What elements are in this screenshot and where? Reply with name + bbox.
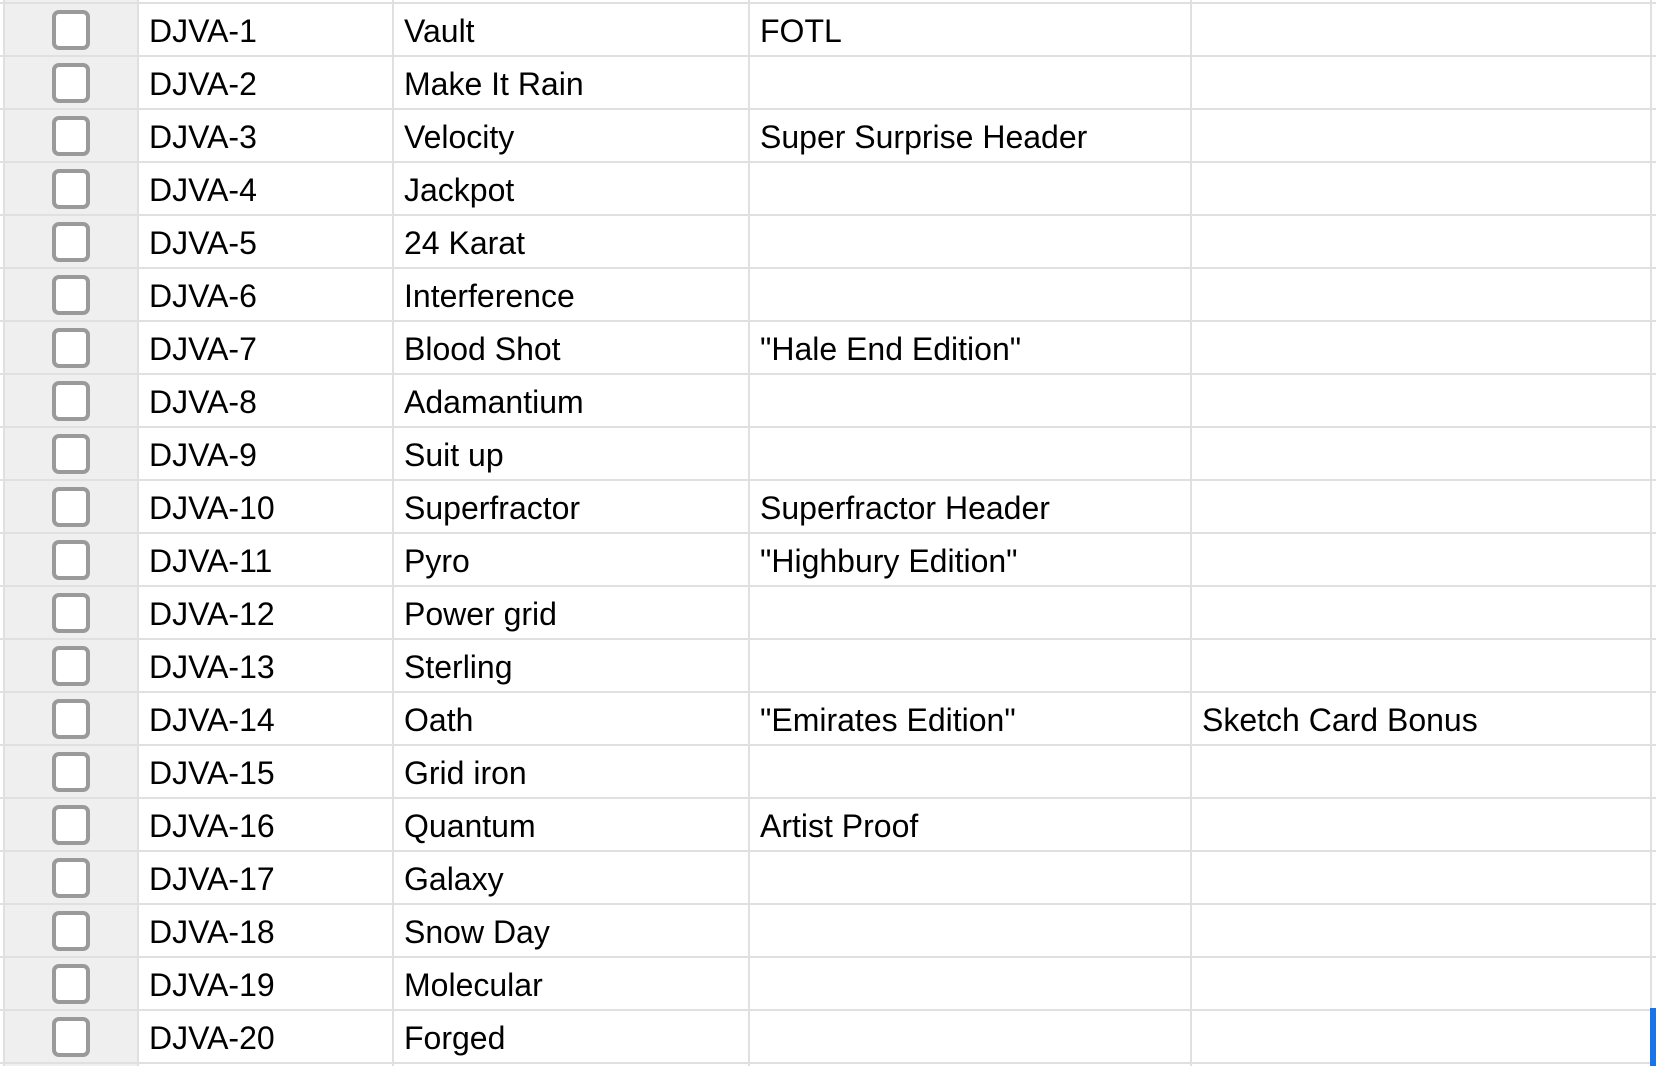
card-name-cell[interactable]: Forged: [394, 1011, 750, 1064]
card-name-cell[interactable]: Snow Day: [394, 905, 750, 958]
checkbox[interactable]: [52, 10, 90, 50]
table-row: [0, 375, 1656, 428]
card-name-cell[interactable]: Sterling: [394, 640, 750, 693]
card-id-cell[interactable]: DJVA-15: [139, 746, 394, 799]
header-note-cell[interactable]: [750, 216, 1192, 269]
right-edge-sliver: [1652, 693, 1656, 746]
bonus-note-cell[interactable]: [1192, 905, 1652, 958]
checkbox[interactable]: [52, 328, 90, 368]
card-name-cell[interactable]: 24 Karat: [394, 216, 750, 269]
checkbox-cell[interactable]: [5, 4, 139, 57]
right-edge-sliver: [1652, 640, 1656, 693]
header-note-cell[interactable]: [750, 958, 1192, 1011]
card-id-cell[interactable]: DJVA-6: [139, 269, 394, 322]
table-row: [0, 4, 1656, 57]
bonus-note-cell[interactable]: [1192, 746, 1652, 799]
card-id-cell[interactable]: DJVA-3: [139, 110, 394, 163]
right-edge-sliver: [1652, 905, 1656, 958]
card-id-cell[interactable]: DJVA-10: [139, 481, 394, 534]
header-note-cell[interactable]: Superfractor Header: [750, 481, 1192, 534]
bonus-note-cell[interactable]: [1192, 587, 1652, 640]
bonus-note-cell[interactable]: Sketch Card Bonus: [1192, 693, 1652, 746]
right-edge-sliver: [1652, 110, 1656, 163]
card-id-cell[interactable]: DJVA-8: [139, 375, 394, 428]
checkbox-cell[interactable]: [5, 905, 139, 958]
bonus-note-cell[interactable]: [1192, 216, 1652, 269]
right-edge-sliver: [1652, 216, 1656, 269]
checkbox[interactable]: [52, 911, 90, 951]
card-id-cell[interactable]: DJVA-1: [139, 4, 394, 57]
checkbox[interactable]: [52, 646, 90, 686]
header-note-cell[interactable]: "Emirates Edition": [750, 693, 1192, 746]
card-id-cell[interactable]: DJVA-16: [139, 799, 394, 852]
header-note-cell[interactable]: Artist Proof: [750, 799, 1192, 852]
right-edge-sliver: [1652, 587, 1656, 640]
table-row: [0, 163, 1656, 216]
bonus-note-cell[interactable]: [1192, 110, 1652, 163]
header-note-cell[interactable]: [750, 57, 1192, 110]
card-id-cell[interactable]: DJVA-18: [139, 905, 394, 958]
card-name-cell[interactable]: Grid iron: [394, 746, 750, 799]
checkbox-cell[interactable]: [5, 1011, 139, 1064]
bonus-note-cell[interactable]: [1192, 57, 1652, 110]
checkbox[interactable]: [52, 275, 90, 315]
card-name-cell[interactable]: Blood Shot: [394, 322, 750, 375]
table-row: [0, 269, 1656, 322]
card-id-cell[interactable]: DJVA-14: [139, 693, 394, 746]
checkbox[interactable]: [52, 487, 90, 527]
header-note-cell[interactable]: [750, 269, 1192, 322]
right-edge-sliver: [1652, 57, 1656, 110]
card-id-cell[interactable]: DJVA-12: [139, 587, 394, 640]
header-note-cell[interactable]: "Highbury Edition": [750, 534, 1192, 587]
card-name-cell[interactable]: Quantum: [394, 799, 750, 852]
card-id-cell[interactable]: DJVA-13: [139, 640, 394, 693]
table-row: [0, 693, 1656, 746]
table-row: [0, 322, 1656, 375]
checkbox-cell[interactable]: [5, 481, 139, 534]
header-note-cell[interactable]: [750, 640, 1192, 693]
right-edge-sliver: [1652, 534, 1656, 587]
table-row: [0, 216, 1656, 269]
checkbox[interactable]: [52, 1017, 90, 1057]
table-row: [0, 640, 1656, 693]
bonus-note-cell[interactable]: [1192, 534, 1652, 587]
checkbox[interactable]: [52, 169, 90, 209]
checkbox[interactable]: [52, 540, 90, 580]
card-name-cell[interactable]: Adamantium: [394, 375, 750, 428]
checkbox-cell[interactable]: [5, 587, 139, 640]
table-row: [0, 587, 1656, 640]
checkbox[interactable]: [52, 434, 90, 474]
bonus-note-cell[interactable]: [1192, 428, 1652, 481]
table-row: [0, 481, 1656, 534]
checkbox[interactable]: [52, 593, 90, 633]
card-name-cell[interactable]: Oath: [394, 693, 750, 746]
table-row: [0, 852, 1656, 905]
table-row: [0, 428, 1656, 481]
checkbox-cell[interactable]: [5, 57, 139, 110]
bonus-note-cell[interactable]: [1192, 163, 1652, 216]
checkbox-cell[interactable]: [5, 216, 139, 269]
checkbox[interactable]: [52, 116, 90, 156]
card-name-cell[interactable]: Power grid: [394, 587, 750, 640]
card-name-cell[interactable]: Molecular: [394, 958, 750, 1011]
checkbox-cell[interactable]: [5, 852, 139, 905]
bonus-note-cell[interactable]: [1192, 375, 1652, 428]
card-id-cell[interactable]: DJVA-7: [139, 322, 394, 375]
checkbox-cell[interactable]: [5, 322, 139, 375]
checkbox-cell[interactable]: [5, 375, 139, 428]
checkbox-cell[interactable]: [5, 640, 139, 693]
right-edge-sliver: [1652, 4, 1656, 57]
checkbox-cell[interactable]: [5, 110, 139, 163]
card-name-cell[interactable]: Vault: [394, 4, 750, 57]
right-edge-sliver: [1652, 322, 1656, 375]
table-row: [0, 799, 1656, 852]
right-edge-sliver: [1652, 428, 1656, 481]
right-edge-sliver: [1652, 481, 1656, 534]
bonus-note-cell[interactable]: [1192, 322, 1652, 375]
header-note-cell[interactable]: [750, 163, 1192, 216]
checkbox[interactable]: [52, 699, 90, 739]
checkbox-cell[interactable]: [5, 428, 139, 481]
checkbox[interactable]: [52, 858, 90, 898]
table-row: [0, 57, 1656, 110]
right-edge-sliver: [1652, 958, 1656, 1011]
row-container: [0, 4, 1656, 1064]
checkbox-cell[interactable]: [5, 958, 139, 1011]
header-note-cell[interactable]: [750, 746, 1192, 799]
checkbox[interactable]: [52, 381, 90, 421]
selection-cell-edge: [1650, 1008, 1656, 1066]
table-row: [0, 1011, 1656, 1064]
card-id-cell[interactable]: DJVA-11: [139, 534, 394, 587]
table-row: [0, 110, 1656, 163]
bonus-note-cell[interactable]: [1192, 4, 1652, 57]
header-note-cell[interactable]: [750, 852, 1192, 905]
header-note-cell[interactable]: Super Surprise Header: [750, 110, 1192, 163]
checkbox-cell[interactable]: [5, 799, 139, 852]
right-edge-sliver: [1652, 269, 1656, 322]
header-note-cell[interactable]: [750, 587, 1192, 640]
bonus-note-cell[interactable]: [1192, 799, 1652, 852]
checkbox-cell[interactable]: [5, 163, 139, 216]
checkbox[interactable]: [52, 805, 90, 845]
table-row: [0, 905, 1656, 958]
table-row: [0, 534, 1656, 587]
card-id-cell[interactable]: DJVA-9: [139, 428, 394, 481]
card-name-cell[interactable]: Superfractor: [394, 481, 750, 534]
right-edge-sliver: [1652, 852, 1656, 905]
checkbox[interactable]: [52, 752, 90, 792]
header-note-cell[interactable]: [750, 905, 1192, 958]
bonus-note-cell[interactable]: [1192, 1011, 1652, 1064]
checkbox-cell[interactable]: [5, 534, 139, 587]
table-row: [0, 746, 1656, 799]
header-note-cell[interactable]: [750, 1011, 1192, 1064]
right-edge-sliver: [1652, 375, 1656, 428]
checkbox[interactable]: [52, 63, 90, 103]
card-name-cell[interactable]: Suit up: [394, 428, 750, 481]
header-note-cell[interactable]: [750, 428, 1192, 481]
bonus-note-cell[interactable]: [1192, 269, 1652, 322]
header-note-cell[interactable]: [750, 375, 1192, 428]
bonus-note-cell[interactable]: [1192, 958, 1652, 1011]
card-id-cell[interactable]: DJVA-17: [139, 852, 394, 905]
card-name-cell[interactable]: Pyro: [394, 534, 750, 587]
right-edge-sliver: [1652, 799, 1656, 852]
bonus-note-cell[interactable]: [1192, 481, 1652, 534]
card-name-cell[interactable]: Make It Rain: [394, 57, 750, 110]
checkbox[interactable]: [52, 964, 90, 1004]
header-note-cell[interactable]: FOTL: [750, 4, 1192, 57]
card-name-cell[interactable]: Galaxy: [394, 852, 750, 905]
card-id-cell[interactable]: DJVA-5: [139, 216, 394, 269]
card-id-cell[interactable]: DJVA-4: [139, 163, 394, 216]
bonus-note-cell[interactable]: [1192, 640, 1652, 693]
card-name-cell[interactable]: Velocity: [394, 110, 750, 163]
right-edge-sliver: [1652, 746, 1656, 799]
checkbox-cell[interactable]: [5, 693, 139, 746]
bonus-note-cell[interactable]: [1192, 852, 1652, 905]
card-name-cell[interactable]: Interference: [394, 269, 750, 322]
checkbox[interactable]: [52, 222, 90, 262]
card-id-cell[interactable]: DJVA-2: [139, 57, 394, 110]
card-id-cell[interactable]: DJVA-20: [139, 1011, 394, 1064]
checkbox-cell[interactable]: [5, 269, 139, 322]
header-note-cell[interactable]: "Hale End Edition": [750, 322, 1192, 375]
card-id-cell[interactable]: DJVA-19: [139, 958, 394, 1011]
table-row: [0, 958, 1656, 1011]
checkbox-cell[interactable]: [5, 746, 139, 799]
card-name-cell[interactable]: Jackpot: [394, 163, 750, 216]
right-edge-sliver: [1652, 163, 1656, 216]
